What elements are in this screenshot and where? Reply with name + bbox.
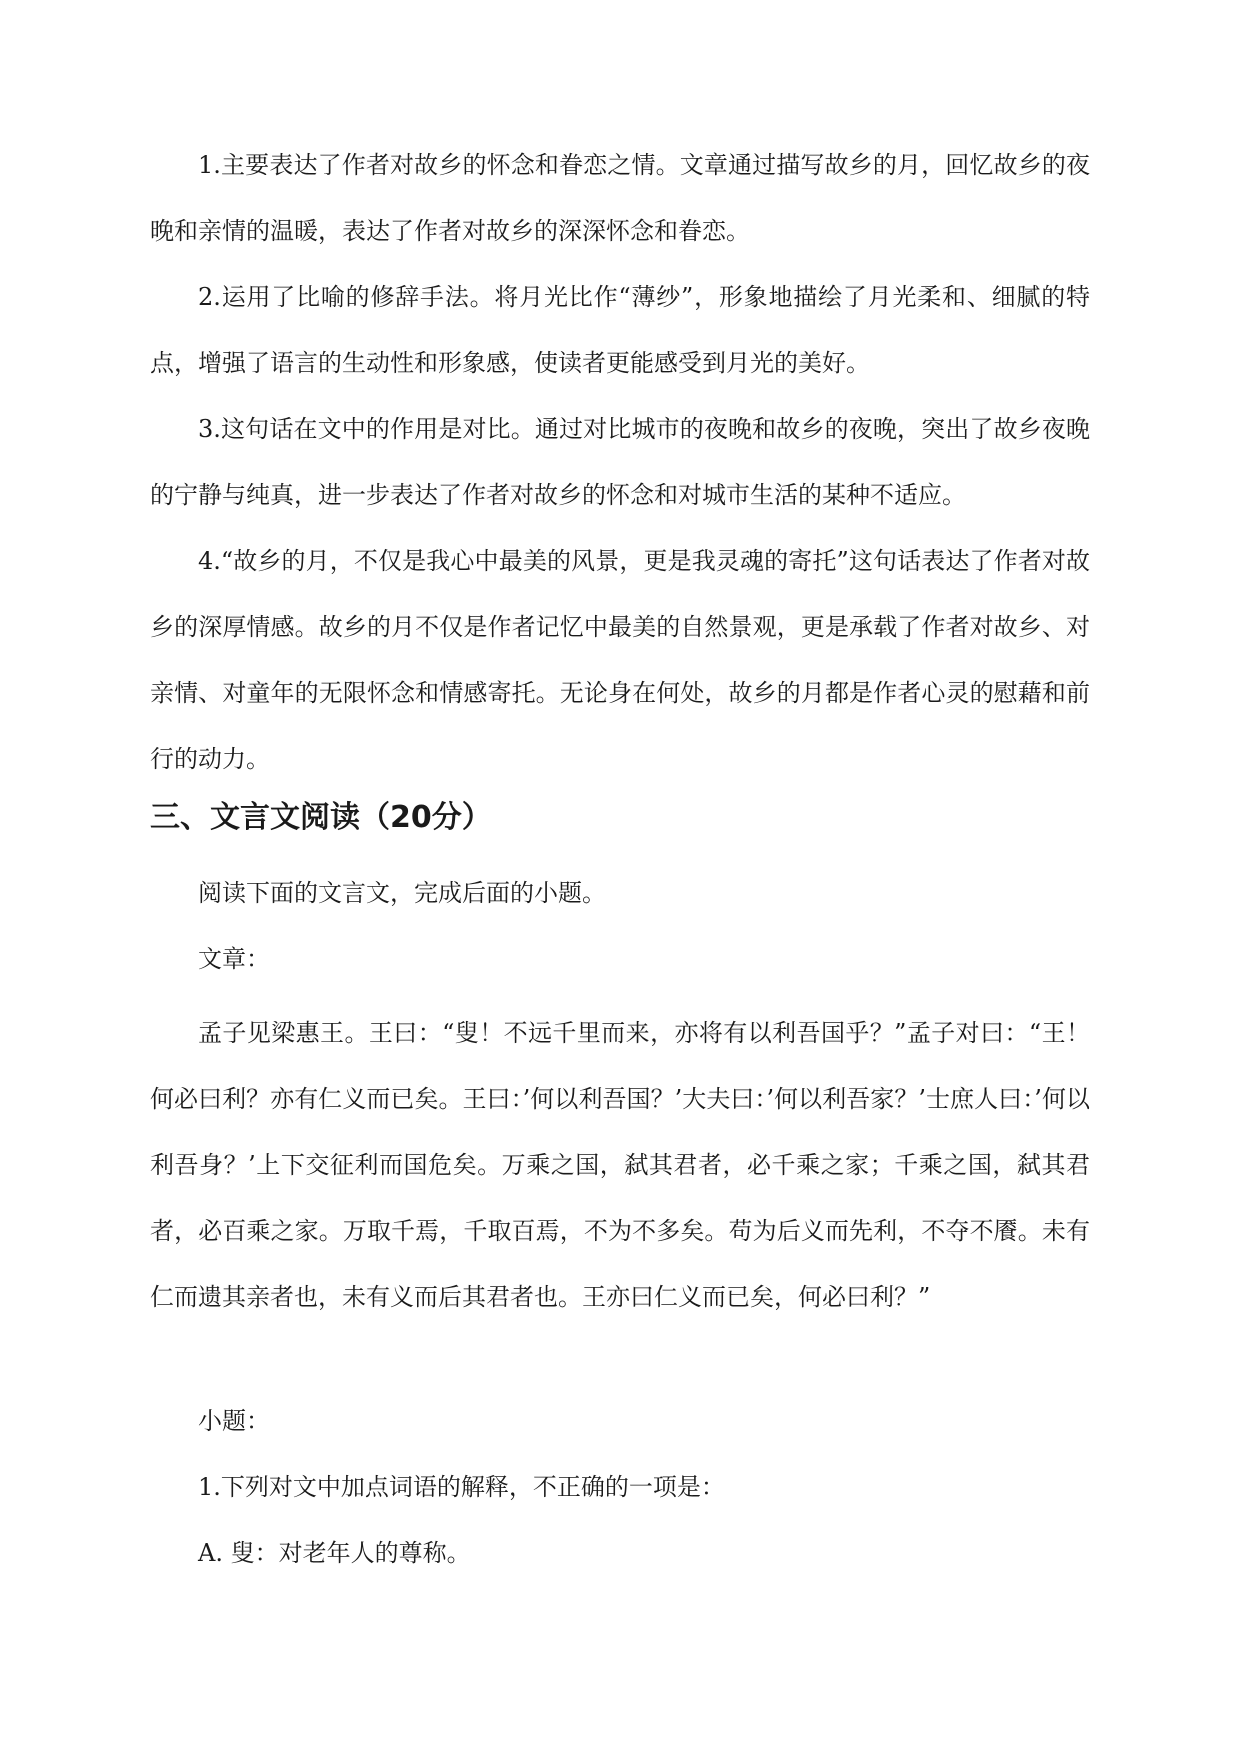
answer-paragraph-4: 4.“故乡的月，不仅是我心中最美的风景，更是我灵魂的寄托”这句话表达了作者对故乡的深厚情感。故乡的月不仅是作者记忆中最美的自然景观，更是承载了作者对故乡、对亲情、对童年的无限怀念和情感寄托。无论身在何处，故乡的月都是作者心灵的慰藉和前行的动力。: [150, 547, 1090, 773]
section-heading: 三、文言文阅读（20分）: [150, 800, 492, 835]
option-a: A. 叟：对老年人的尊称。: [198, 1539, 471, 1567]
questions-label: 小题：: [198, 1407, 270, 1435]
answer-paragraph-3: 3.这句话在文中的作用是对比。通过对比城市的夜晚和故乡的夜晚，突出了故乡夜晚的宁静与纯真，进一步表达了作者对故乡的怀念和对城市生活的某种不适应。: [150, 415, 1090, 509]
question-1: 1.下列对文中加点词语的解释，不正确的一项是：: [198, 1473, 725, 1501]
article-label: 文章：: [198, 945, 270, 973]
reading-instruction: 阅读下面的文言文，完成后面的小题。: [198, 879, 606, 907]
answer-paragraph-2: 2.运用了比喻的修辞手法。将月光比作“薄纱”，形象地描绘了月光柔和、细腻的特点，增强了语言的生动性和形象感，使读者更能感受到月光的美好。: [150, 283, 1090, 377]
article-text: 孟子见梁惠王。王曰：“叟！不远千里而来，亦将有以利吾国乎？”孟子对曰：“王！何必曰利？亦有仁义而已矣。王曰：’何以利吾国？’大夫曰：’何以利吾家？’士庶人曰：’何以利吾身？’上下交征利而国危矣。万乘之国，弑其君者，必千乘之家；千乘之国，弑其君者，必百乘之家。万取千焉，千取百焉，不为不多矣。苟为后义而先利，不夺不餍。未有仁而遗其亲者也，未有义而后其君者也。王亦曰仁义而已矣，何必曰利？”: [150, 1019, 1090, 1311]
answer-paragraph-1: 1.主要表达了作者对故乡的怀念和眷恋之情。文章通过描写故乡的月，回忆故乡的夜晚和亲情的温暖，表达了作者对故乡的深深怀念和眷恋。: [150, 151, 1090, 245]
